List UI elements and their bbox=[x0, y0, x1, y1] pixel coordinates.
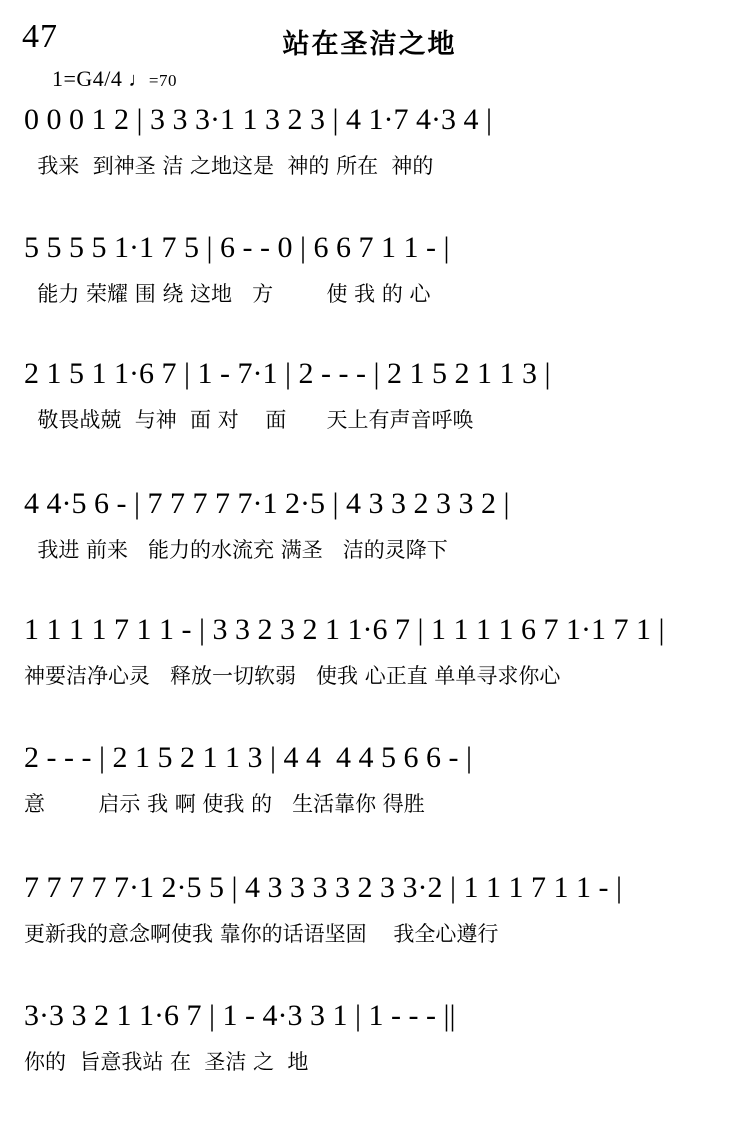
music-system bbox=[0, 488, 739, 568]
notation-line: 3·3 3 2 1 1·6 7 | 1 - 4·3 3 1 | 1 - - - || bbox=[24, 999, 456, 1032]
music-system bbox=[0, 742, 739, 822]
score-meta bbox=[52, 66, 177, 92]
music-system bbox=[0, 104, 739, 184]
music-system bbox=[0, 872, 739, 952]
song-number: 47 bbox=[22, 18, 58, 55]
music-system bbox=[0, 1000, 739, 1080]
lyrics-line: 神要洁净心灵 释放一切软弱 使我 心正直 单单寻求你心 bbox=[24, 664, 561, 688]
music-system bbox=[0, 614, 739, 694]
music-system bbox=[0, 358, 739, 438]
lyrics-line: 敬畏战兢 与神 面 对 面 天上有声音呼唤 bbox=[24, 408, 474, 432]
tempo-note-icon: ♩ bbox=[128, 69, 149, 91]
page-title: 站在圣洁之地 bbox=[282, 29, 457, 60]
notation-line: 0 0 0 1 2 | 3 3 3·1 1 3 2 3 | 4 1·7 4·3 4 | bbox=[24, 103, 492, 136]
time-signature: 4/4 bbox=[92, 66, 123, 91]
notation-line: 5 5 5 5 1·1 7 5 | 6 - - 0 | 6 6 7 1 1 - | bbox=[24, 231, 450, 264]
lyrics-line: 能力 荣耀 围 绕 这地 方 使 我 的 心 bbox=[24, 282, 431, 306]
key-signature: 1=G bbox=[52, 66, 93, 91]
tempo-value: =70 bbox=[148, 71, 178, 90]
lyrics-line: 你的 旨意我站 在 圣洁 之 地 bbox=[24, 1050, 309, 1074]
notation-line: 1 1 1 1 7 1 1 - | 3 3 2 3 2 1 1·6 7 | 1 1 1 1 6 7 1·1 7 1 | bbox=[24, 613, 665, 646]
lyrics-line: 意 启示 我 啊 使我 的 生活靠你 得胜 bbox=[24, 792, 425, 816]
notation-line: 4 4·5 6 - | 7 7 7 7 7·1 2·5 | 4 3 3 2 3 3 2 | bbox=[24, 487, 510, 520]
notation-line: 2 - - - | 2 1 5 2 1 1 3 | 4 4 4 4 5 6 6 - | bbox=[24, 741, 472, 774]
music-system bbox=[0, 232, 739, 312]
lyrics-line: 我进 前来 能力的水流充 满圣 洁的灵降下 bbox=[24, 538, 448, 562]
notation-line: 7 7 7 7 7·1 2·5 5 | 4 3 3 3 3 2 3 3·2 | 1 1 1 7 1 1 - | bbox=[24, 871, 622, 904]
lyrics-line: 我来 到神圣 洁 之地这是 神的 所在 神的 bbox=[24, 154, 434, 178]
lyrics-line: 更新我的意念啊使我 靠你的话语坚固 我全心遵行 bbox=[24, 922, 499, 946]
notation-line: 2 1 5 1 1·6 7 | 1 - 7·1 | 2 - - - | 2 1 5 2 1 1 3 | bbox=[24, 357, 551, 390]
